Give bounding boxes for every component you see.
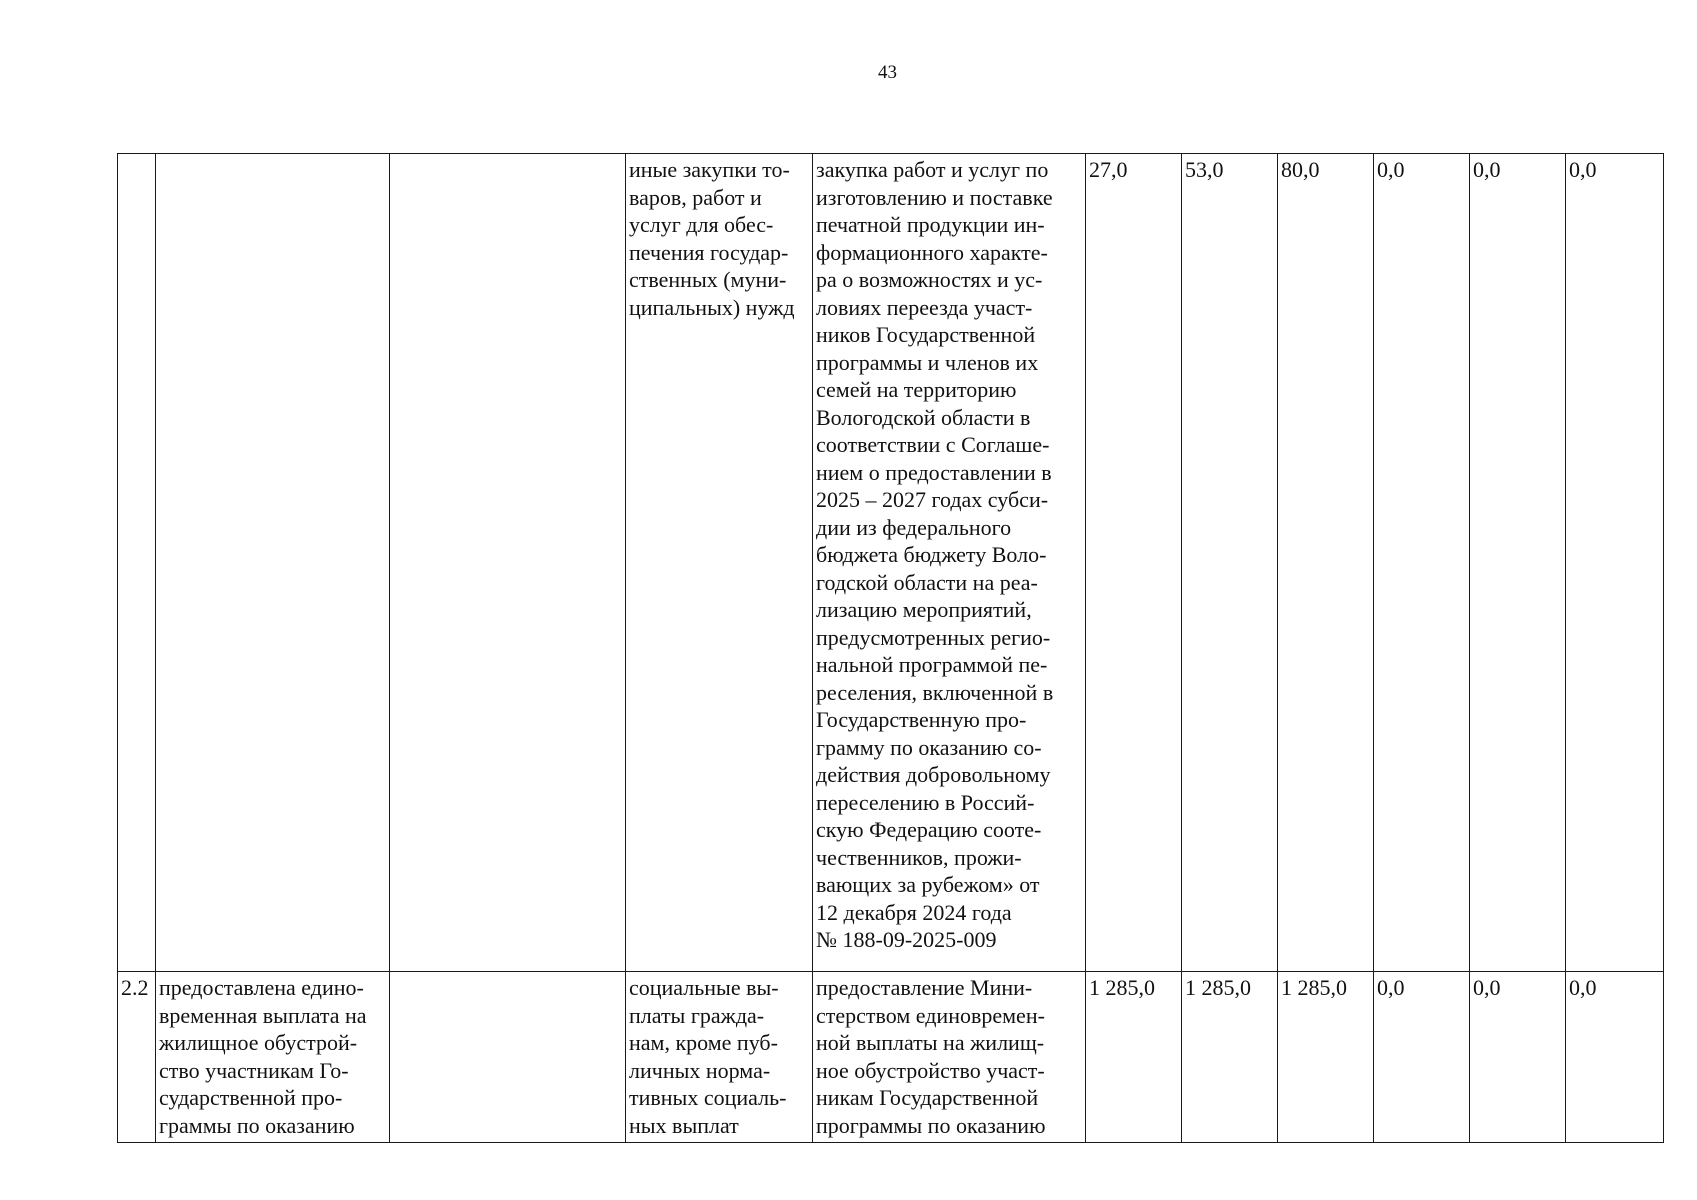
value-cell: 1 285,0	[1182, 972, 1278, 1143]
value-cell: 1 285,0	[1086, 972, 1182, 1143]
result-cell	[156, 154, 390, 972]
value-cell: 0,0	[1566, 154, 1664, 972]
expense-type-cell: иные закупки то- варов, работ и услуг для обес- печения государ- ственных (муни- ципальных) нужд	[626, 154, 813, 972]
result-cell: предоставлена едино- временная выплата на жилищное обустрой- ство участникам Го- сударственной про- граммы по оказанию	[156, 972, 390, 1143]
row-index-cell: 2.2	[118, 972, 156, 1143]
description-cell: предоставление Мини- стерством единовремен- ной выплаты на жилищ- ное обустройство участ- никам Государственной программы по оказанию	[813, 972, 1086, 1143]
table-row	[118, 972, 1664, 1143]
value-cell: 0,0	[1470, 154, 1566, 972]
table-row	[118, 154, 1664, 972]
description-cell: закупка работ и услуг по изготовлению и поставке печатной продукции ин- формационного характе- ра о возможностях и ус- ловиях переезда участ- ников Государственной программы и членов их семей на территорию Вологодской области в соответствии с Соглаше- нием о предоставлении в 2025 – 2027 годах субси- дии из федерального бюджета бюджету Воло- годской области на реа- лизацию мероприятий, предусмотренных регио- нальной программой пе- реселения, включенной в Государственную про- грамму по оказанию со- действия добровольному переселению в Россий- скую Федерацию сооте- чественников, прожи- вающих за рубежом» от 12 декабря 2024 года № 188-09-2025-009	[813, 154, 1086, 972]
value-cell: 1 285,0	[1278, 972, 1374, 1143]
expense-type-cell: социальные вы- платы гражда- нам, кроме пуб- личных норма- тивных социаль- ных выплат	[626, 972, 813, 1143]
budget-table	[117, 153, 1664, 1143]
executor-cell	[390, 154, 626, 972]
value-cell: 80,0	[1278, 154, 1374, 972]
value-cell: 27,0	[1086, 154, 1182, 972]
value-cell: 0,0	[1566, 972, 1664, 1143]
value-cell: 0,0	[1470, 972, 1566, 1143]
row-index-cell	[118, 154, 156, 972]
executor-cell	[390, 972, 626, 1143]
value-cell: 0,0	[1374, 154, 1470, 972]
value-cell: 53,0	[1182, 154, 1278, 972]
value-cell: 0,0	[1374, 972, 1470, 1143]
page-number: 43	[878, 62, 897, 83]
